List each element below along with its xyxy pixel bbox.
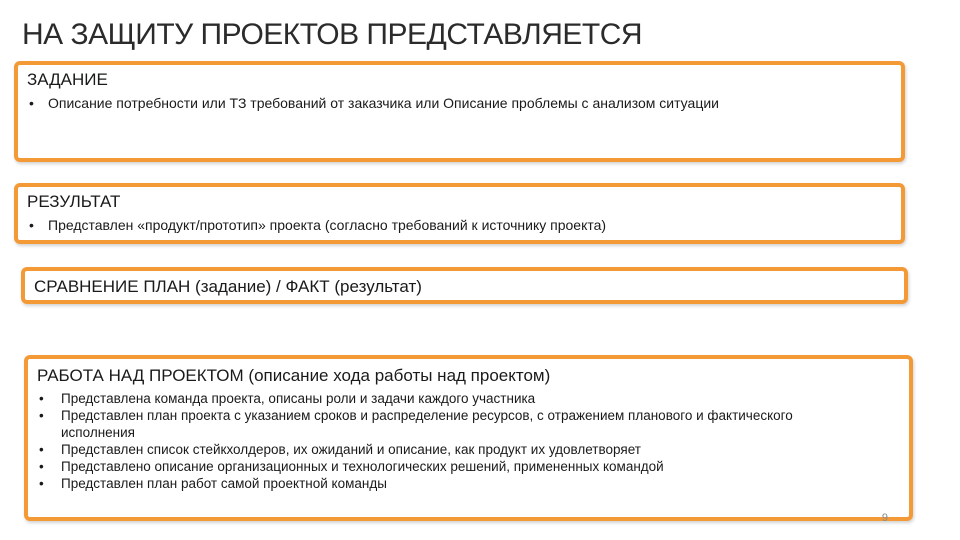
- work-bullet: • Представлен список стейкхолдеров, их ожиданий и описание, как продукт их удовлетворяет: [37, 441, 861, 458]
- work-bullet-list: [37, 390, 909, 492]
- task-section: [14, 61, 905, 162]
- work-heading: РАБОТА НАД ПРОЕКТОМ (описание хода работы над проектом): [37, 366, 551, 385]
- result-bullet: • Представлен «продукт/прототип» проекта (согласно требований к источнику проекта): [27, 217, 901, 233]
- work-bullet: • Представлен план проекта с указанием сроков и распределение ресурсов, с отражением планового и фактического исполнения: [37, 407, 861, 441]
- slide-title: НА ЗАЩИТУ ПРОЕКТОВ ПРЕДСТАВЛЯЕТСЯ: [22, 18, 643, 51]
- comparison-section: [21, 267, 908, 304]
- task-bullet-list: [27, 95, 901, 111]
- task-heading: ЗАДАНИЕ: [27, 70, 108, 89]
- result-section: [14, 183, 905, 244]
- result-heading: РЕЗУЛЬТАТ: [27, 192, 121, 211]
- work-bullet: • Представлено описание организационных и технологических решений, примененных командой: [37, 458, 861, 475]
- work-bullet: • Представлена команда проекта, описаны роли и задачи каждого участника: [37, 390, 861, 407]
- work-bullet: • Представлен план работ самой проектной команды: [37, 475, 861, 492]
- comparison-heading: СРАВНЕНИЕ ПЛАН (задание) / ФАКТ (результат): [34, 277, 422, 296]
- result-bullet-list: [27, 217, 901, 233]
- work-section: [24, 355, 913, 521]
- page-number: 9: [881, 512, 888, 524]
- task-bullet: • Описание потребности или ТЗ требований от заказчика или Описание проблемы с анализом ситуации: [27, 95, 901, 111]
